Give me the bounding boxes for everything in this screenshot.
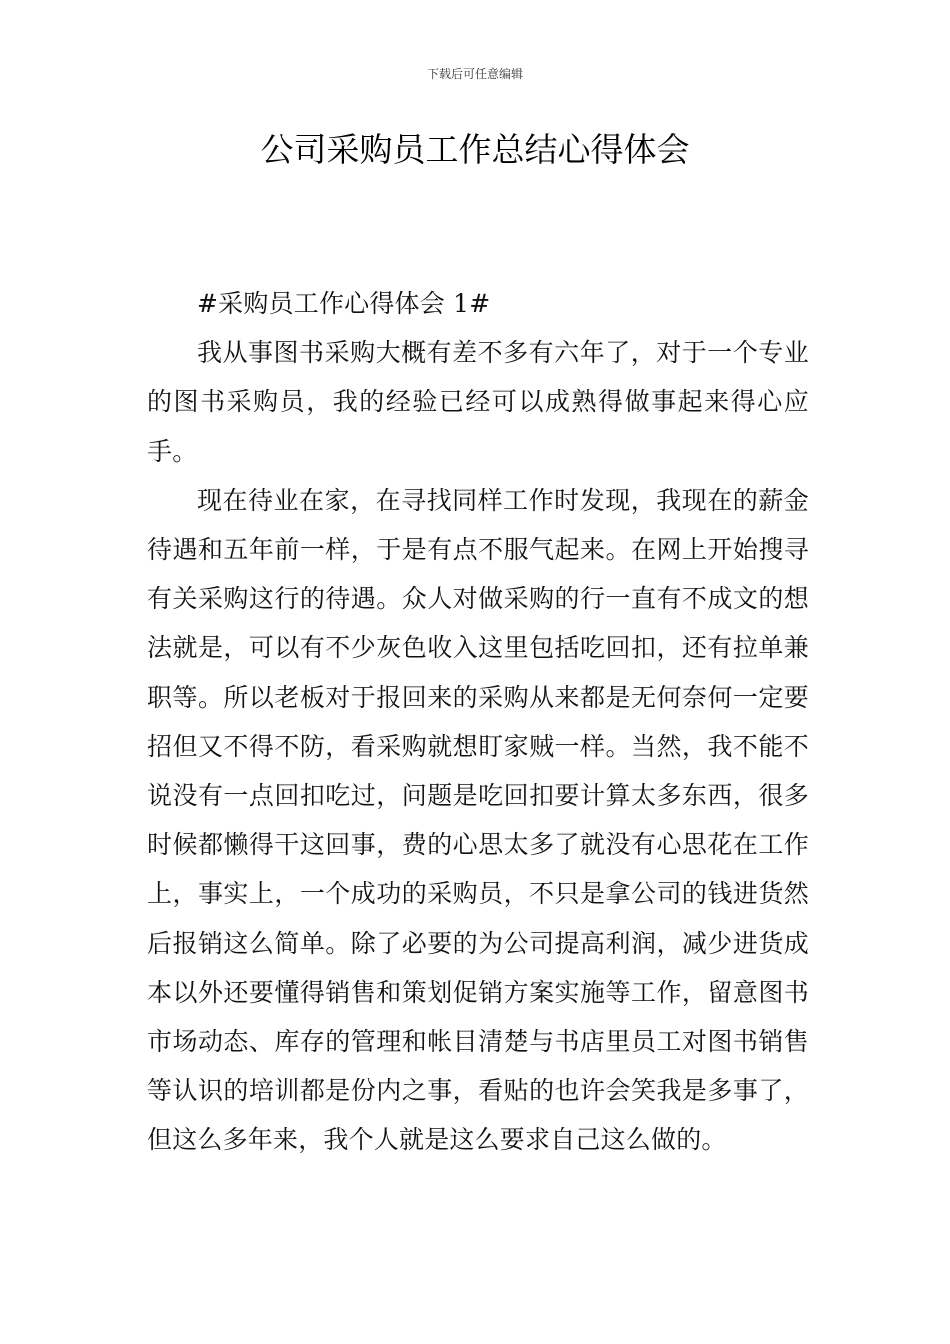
- header-note: 下载后可任意编辑: [426, 67, 523, 81]
- body-paragraph-2: 现在待业在家，在寻找同样工作时发现，我现在的薪金待遇和五年前一样，于是有点不服气起来。在网上开始搜寻有关采购这行的待遇。众人对做采购的行一直有不成文的想法就是，可以有不少灰色收入这里包括吃回扣，还有拉单兼职等。所以老板对于报回来的采购从来都是无何奈何一定要招但又不得不防，看采购就想盯家贼一样。当然，我不能不说没有一点回扣吃过，问题是吃回扣要计算太多东西，很多时候都懒得干这回事，费的心思太多了就没有心思花在工作上，事实上，一个成功的采购员，不只是拿公司的钱进货然后报销这么简单。除了必要的为公司提高利润，减少进货成本以外还要懂得销售和策划促销方案实施等工作，留意图书市场动态、库存的管理和帐目清楚与书店里员工对图书销售等认识的培训都是份内之事，看贴的也许会笑我是多事了，但这么多年来，我个人就是这么要求自己这么做的。: [147, 485, 809, 1155]
- document-title: 公司采购员工作总结心得体会: [260, 130, 690, 169]
- body-paragraph-1: 我从事图书采购大概有差不多有六年了，对于一个专业的图书采购员，我的经验已经可以成熟得做事起来得心应手。: [147, 338, 809, 466]
- document-body: [147, 279, 809, 1165]
- section-heading: #采购员工作心得体会 1#: [197, 289, 491, 318]
